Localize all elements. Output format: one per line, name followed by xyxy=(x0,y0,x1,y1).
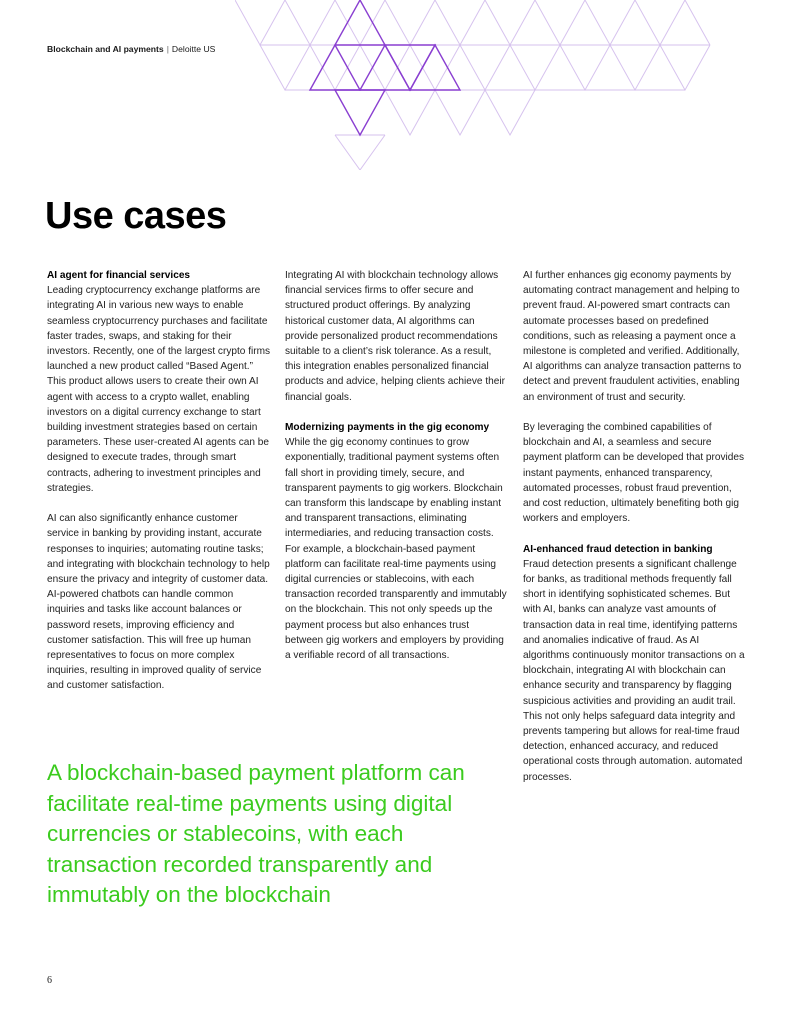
paragraph: AI can also significantly enhance customer service in banking by providing instant, accurate responses to inquiries; automating routine tasks; and integrating with blockchain technology to help ensure the privacy and integrity of customer data. AI-powered chatbots can handle common inquiries and tasks like account balances or password resets, improving efficiency and customer satisfaction. This will free up human representatives to focus on more complex inquiries, resulting in improved quality of service and customer satisfaction. xyxy=(47,513,270,692)
paragraph: While the gig economy continues to grow exponentially, traditional payment systems often fall short in providing timely, secure, and transparent payments to gig workers. Blockchain can transform this landscape by enabling instant and transparent transactions, eliminating intermediaries, and reducing transaction costs. For example, a blockchain-based payment platform can facilitate real-time payments using digital currencies or stablecoins, with each transaction recorded transparently and immutably on the blockchain. This not only speeds up the payment process but also enhances trust between gig workers and employers by providing a verifiable record of all transactions. xyxy=(285,437,507,662)
page-number: 6 xyxy=(47,975,52,986)
paragraph: Integrating AI with blockchain technology allows financial services firms to offer secure and structured product offerings. By analyzing historical customer data, AI algorithms can provide personalized product recommendations suitable to a client’s risk tolerance. As a result, this integration enables personalized financial products and advice, helping clients achieve their financial goals. xyxy=(285,270,505,403)
header-brand: Deloitte US xyxy=(171,44,216,54)
triangle-pattern-decoration xyxy=(235,0,715,170)
running-header xyxy=(47,44,215,54)
header-title: Blockchain and AI payments xyxy=(47,44,164,54)
header-separator: | xyxy=(166,44,169,54)
section-heading-gig-economy: Modernizing payments in the gig economy xyxy=(285,422,490,434)
pull-quote: A blockchain-based payment platform can facilitate real-time payments using digital currencies or stablecoins, with each transaction recorded transparently and immutably on the blockchain xyxy=(47,760,465,907)
paragraph: Leading cryptocurrency exchange platforms are integrating AI in various new ways to enable seamless cryptocurrency purchases and facilitate faster trades, swaps, and staking for their investors. Recently, one of the largest crypto firms launched a new product called “Based Agent.” This product allows users to create their own AI agent with access to a crypto wallet, enabling investors on a digital currency exchange to start building investment strategies based on certain parameters. These user-created AI agents can be designed to execute trades, through smart contracts, adhering to investment principles and strategies. xyxy=(47,285,271,494)
triangle-grid-light xyxy=(235,0,710,170)
column-left xyxy=(47,268,271,694)
page-title: Use cases xyxy=(45,195,227,237)
column-middle xyxy=(285,268,509,663)
paragraph: AI further enhances gig economy payments by automating contract management and helping to prevent fraud. AI-powered smart contracts can automate processes based on predefined conditions, such as releasing a payment once a milestone is completed and verified. Additionally, AI algorithms can analyze transaction patterns to detect and prevent fraudulent activities, enabling an environment of trust and security. xyxy=(523,270,742,403)
paragraph: Fraud detection presents a significant challenge for banks, as traditional methods frequently fall short in identifying sophisticated schemes. But with AI, banks can analyze vast amounts of transaction data in real time, identifying patterns and anomalies indicative of fraud. As AI algorithms continuously monitor transactions on a blockchain, integrating AI with blockchain can enhance security and transparency by flagging suspicious activities and providing an audit trail. This not only helps safeguard data integrity and prevents tampering but allows for real-time fraud detection, enhanced accuracy, and reduced operational costs through automation. automated processes. xyxy=(523,558,745,783)
section-heading-fraud-detection: AI-enhanced fraud detection in banking xyxy=(523,543,713,555)
triangle-grid-accent xyxy=(310,0,460,135)
paragraph: By leveraging the combined capabilities of blockchain and AI, a seamless and secure payment platform can be developed that provides instant payments, enhanced transparency, automated processes, robust fraud prevention, and cost reduction, ultimately benefiting both gig workers and employers. xyxy=(523,422,745,525)
section-heading-ai-agent: AI agent for financial services xyxy=(47,270,191,281)
column-right xyxy=(523,268,748,785)
